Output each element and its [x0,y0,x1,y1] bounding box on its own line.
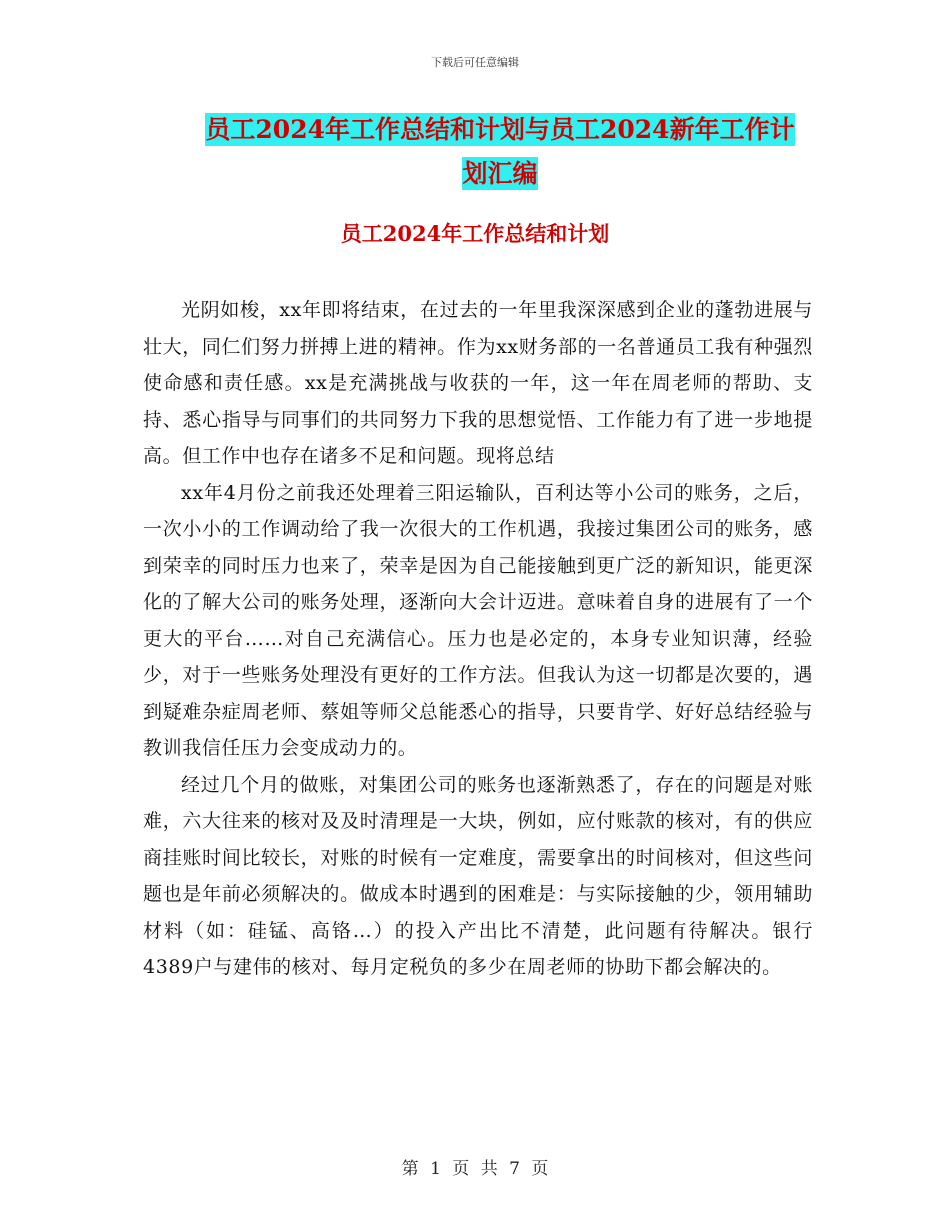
paragraph: 经过几个月的做账，对集团公司的账务也逐渐熟悉了，存在的问题是对账难，六大往来的核对及及时清理是一大块，例如，应付账款的核对，有的供应商挂账时间比较长，对账的时候有一定难度，需要拿出的时间核对，但这些问题也是年前必须解决的。做成本时遇到的困难是：与实际接触的少，领用辅助材料（如：硅锰、高铬…）的投入产出比不清楚，此问题有待解决。银行4389户与建伟的核对、每月定税负的多少在周老师的协助下都会解决的。 [143,773,813,978]
document-title-line-2: 划汇编 [462,159,538,188]
paragraph: xx年4月份之前我还处理着三阳运输队，百利达等小公司的账务，之后，一次小小的工作调动给了我一次很大的工作机遇，我接过集团公司的账务，感到荣幸的同时压力也来了，荣幸是因为自己能接触到更广泛的新知识，能更深化的了解大公司的账务处理，逐渐向大会计迈进。意味着自身的进展有了一个更大的平台……对自己充满信心。压力也是必定的，本身专业知识薄，经验少，对于一些账务处理没有更好的工作方法。但我认为这一切都是次要的，遇到疑难杂症周老师、蔡姐等师父总能悉心的指导，只要肯学、好好总结经验与教训我信任压力会变成动力的。 [143,481,813,759]
page-number-footer: 第 1 页 共 7 页 [401,1159,549,1179]
header-note: 下载后可任意编辑 [431,56,519,69]
paragraph: 光阴如梭，xx年即将结束，在过去的一年里我深深感到企业的蓬勃进展与壮大，同仁们努力拼搏上进的精神。作为xx财务部的一名普通员工我有种强烈使命感和责任感。xx是充满挑战与收获的一年，这一年在周老师的帮助、支持、悉心指导与同事们的共同努力下我的思想觉悟、工作能力有了进一步地提高。但工作中也存在诸多不足和问题。现将总结 [143,299,813,467]
section-title: 员工2024年工作总结和计划 [340,221,610,246]
document-title [185,108,815,196]
document-body [143,292,813,986]
document-title-line-1: 员工2024年工作总结和计划与员工2024新年工作计 [205,115,795,144]
